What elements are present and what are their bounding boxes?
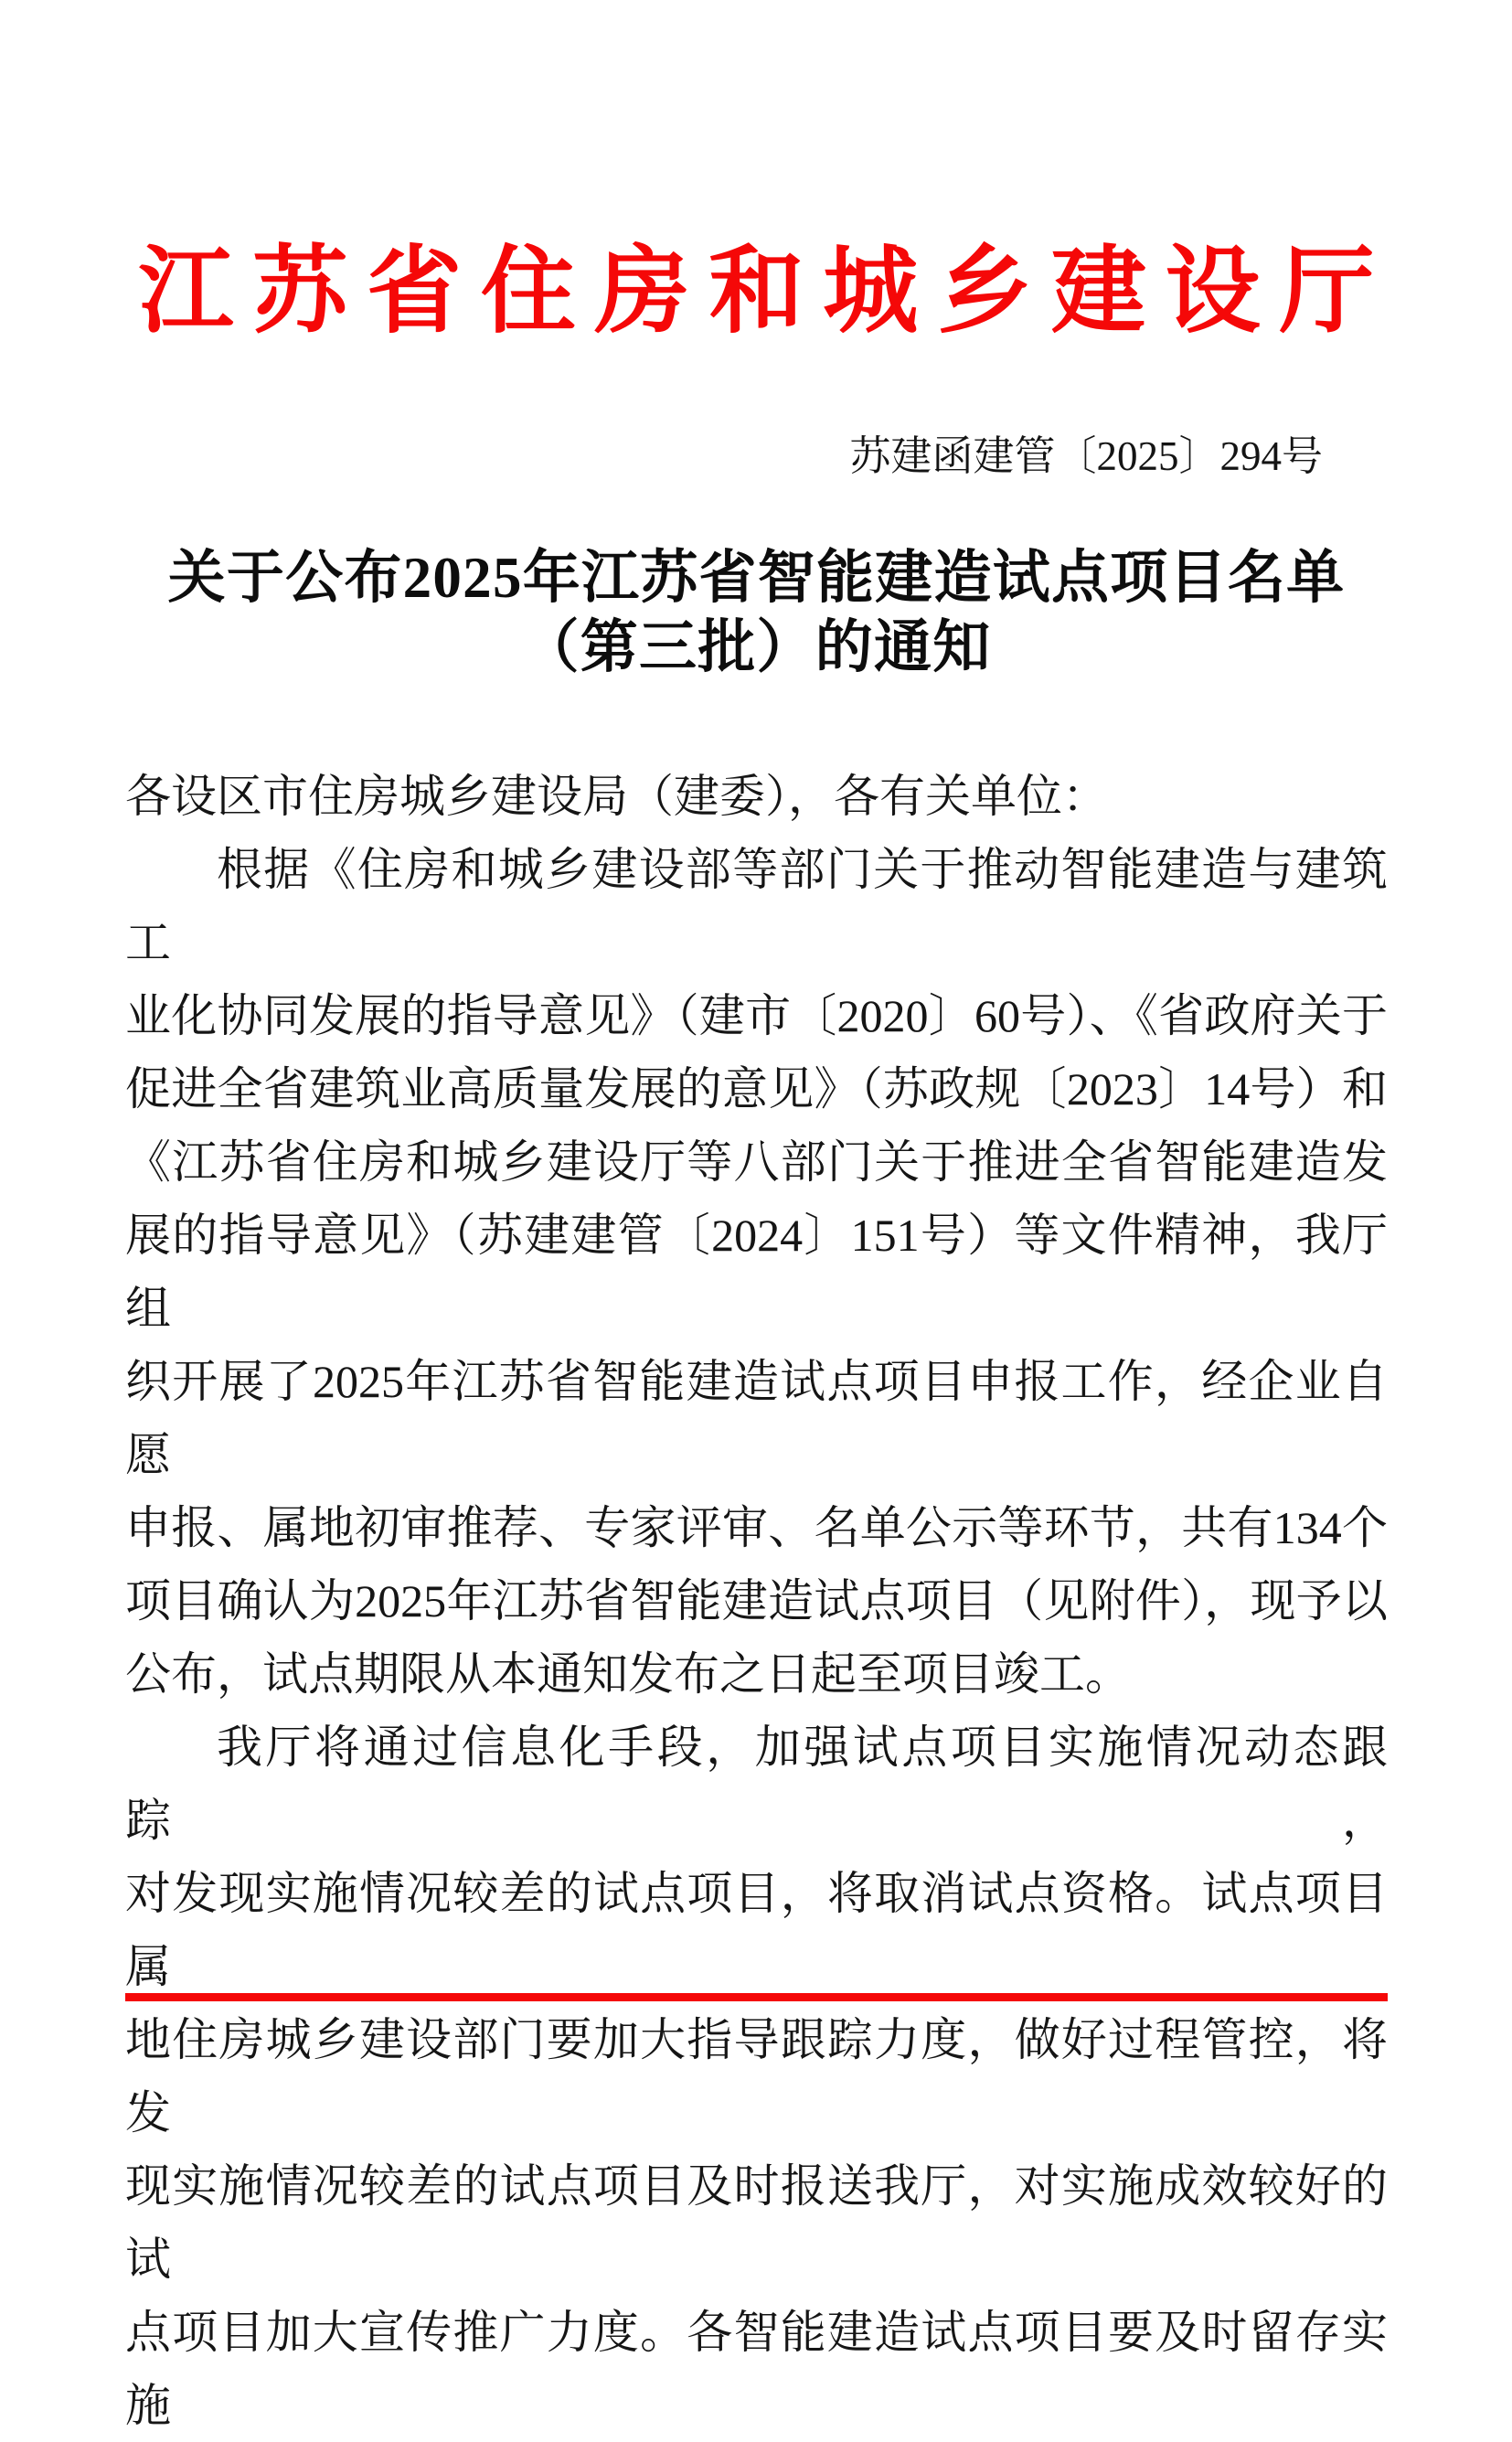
- body-line: 各设区市住房城乡建设局（建委），各有关单位：: [125, 771, 1108, 823]
- doc-body: [125, 760, 1388, 2442]
- body-line: 我厅将通过信息化手段，加强试点项目实施情况动态跟踪，: [125, 1722, 1388, 1847]
- doc-title-line1: 关于公布2025年江苏省智能建造试点项目名单: [167, 545, 1346, 610]
- body-line: 根据《住房和城乡建设部等部门关于推动智能建造与建筑工: [125, 844, 1388, 969]
- footer-red-rule: [125, 1993, 1388, 2001]
- body-line: 点项目加大宣传推广力度。各智能建造试点项目要及时留存实施: [125, 2307, 1388, 2432]
- body-line: 业化协同发展的指导意见》（建市〔2020〕60号）、《省政府关于: [125, 990, 1388, 1042]
- body-line: 织开展了2025年江苏省智能建造试点项目申报工作，经企业自愿: [125, 1356, 1388, 1481]
- body-line: 《江苏省住房和城乡建设厅等八部门关于推进全省智能建造发: [125, 1136, 1388, 1189]
- body-line: 展的指导意见》（苏建建管〔2024〕151号）等文件精神，我厅组: [125, 1210, 1388, 1335]
- doc-number: 苏建函建管〔2025〕294号: [849, 432, 1323, 479]
- body-line: 申报、属地初审推荐、专家评审、名单公示等环节，共有134个: [125, 1502, 1388, 1554]
- document-header-org-name: 江苏省住房和城乡建设厅: [138, 240, 1394, 345]
- body-line: 地住房城乡建设部门要加大指导跟踪力度，做好过程管控，将发: [125, 2014, 1388, 2139]
- doc-title: [125, 543, 1388, 684]
- body-line: 项目确认为2025年江苏省智能建造试点项目（见附件），现予以: [125, 1575, 1388, 1627]
- body-line: 促进全省建筑业高质量发展的意见》（苏政规〔2023〕14号）和: [125, 1063, 1388, 1115]
- doc-title-line2: （第三批）的通知: [521, 615, 992, 680]
- body-line: 现实施情况较差的试点项目及时报送我厅，对实施成效较好的试: [125, 2160, 1388, 2286]
- body-line: 公布，试点期限从本通知发布之日起至项目竣工。: [125, 1648, 1131, 1701]
- body-line: 对发现实施情况较差的试点项目，将取消试点资格。试点项目属: [125, 1868, 1388, 1993]
